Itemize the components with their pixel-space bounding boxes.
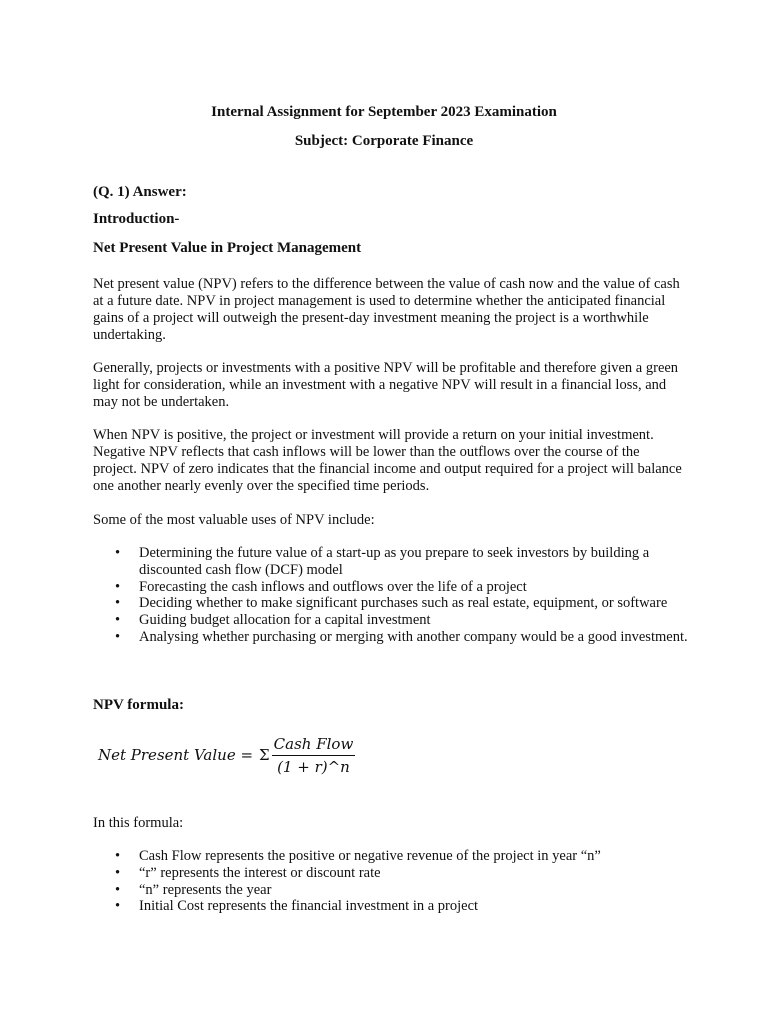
bullet-icon: • — [115, 848, 121, 864]
list-item: • Cash Flow represents the positive or negative revenue of the project in year “n” — [115, 848, 601, 864]
intro-heading: Introduction- — [93, 211, 180, 227]
list-item: • Determining the future value of a start-up as you prepare to seek investors by building a discounted cash flow (DCF) model — [115, 545, 650, 578]
paragraph-npv-definition: Net present value (NPV) refers to the difference between the value of cash now and the value of cash at a future date. NPV in project management is used to determine whether the anticipated financial gains of a project will outweigh the present-day investment meaning the project is a worthwhile undertaking. — [93, 276, 680, 343]
bullet-icon: • — [115, 881, 121, 898]
sigma-icon: Σ — [259, 746, 270, 764]
formula-numerator: Cash Flow — [272, 735, 356, 756]
list-item: • Guiding budget allocation for a capital investment — [115, 612, 431, 629]
document-subject: Subject: Corporate Finance — [294, 133, 474, 149]
document-title: Internal Assignment for September 2023 Examination — [211, 104, 557, 120]
list-item: • “n” represents the year — [115, 881, 272, 898]
formula-lhs: Net Present Value = — [98, 746, 254, 764]
bullet-icon: • — [115, 628, 121, 645]
section-heading: Net Present Value in Project Management — [93, 240, 362, 256]
answer-label: (Q. 1) Answer: — [93, 184, 187, 200]
bullet-icon: • — [115, 578, 121, 595]
formula-heading: NPV formula: — [93, 697, 184, 713]
bullet-icon: • — [115, 864, 121, 881]
bullet-icon: • — [115, 898, 121, 915]
list-item: • Initial Cost represents the financial investment in a project — [115, 898, 479, 915]
bullet-icon: • — [115, 595, 121, 612]
uses-list — [93, 545, 693, 646]
bullet-icon: • — [115, 545, 121, 561]
list-item: • Analysing whether purchasing or merging with another company would be a good investment. — [115, 628, 688, 645]
formula-intro: In this formula: — [93, 815, 184, 831]
npv-formula — [98, 733, 355, 777]
list-item: • “r” represents the interest or discount rate — [115, 864, 381, 881]
list-item: • Forecasting the cash inflows and outflows over the life of a project — [115, 578, 527, 595]
formula-fraction — [272, 735, 356, 776]
list-item: • Deciding whether to make significant purchases such as real estate, equipment, or software — [115, 595, 668, 612]
formula-terms-list — [93, 848, 693, 915]
paragraph-npv-interpretation: When NPV is positive, the project or investment will provide a return on your initial investment. Negative NPV reflects that cash inflows will be lower than the outflows over the course of the project. NPV of zero indicates that the financial income and output required for a project will balance one another nearly evenly over the specified time periods. — [93, 427, 682, 494]
paragraph-npv-positive-negative: Generally, projects or investments with a positive NPV will be profitable and therefore given a green light for consideration, while an investment with a negative NPV will result in a financial loss, and may not be undertaken. — [93, 360, 679, 410]
formula-denominator: (1 + r)^n — [277, 757, 350, 776]
paragraph-uses-intro: Some of the most valuable uses of NPV include: — [93, 512, 375, 528]
bullet-icon: • — [115, 612, 121, 629]
